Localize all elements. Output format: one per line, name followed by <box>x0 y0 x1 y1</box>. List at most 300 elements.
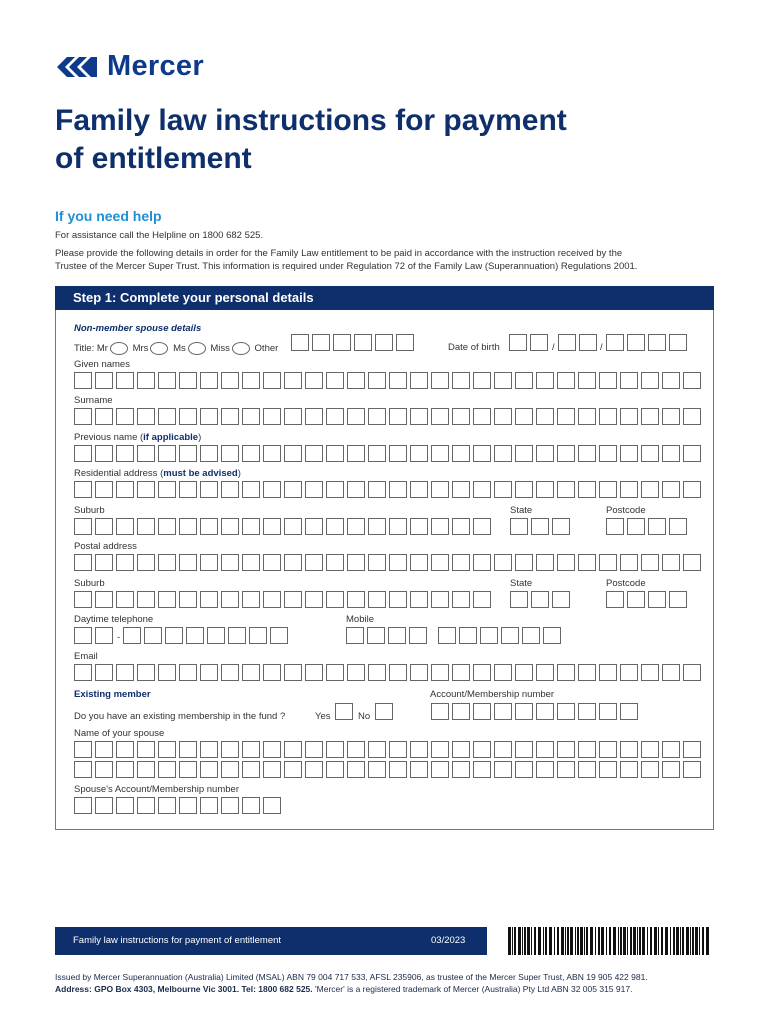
char-cell[interactable] <box>641 372 659 389</box>
char-cell[interactable] <box>95 761 113 778</box>
char-cell[interactable] <box>116 761 134 778</box>
char-cell[interactable] <box>620 703 638 720</box>
char-cell[interactable] <box>116 591 134 608</box>
char-cell[interactable] <box>158 797 176 814</box>
char-cell[interactable] <box>242 408 260 425</box>
char-cell[interactable] <box>531 591 549 608</box>
char-cell[interactable] <box>620 741 638 758</box>
char-cell[interactable] <box>389 481 407 498</box>
char-cell[interactable] <box>648 518 666 535</box>
char-cell[interactable] <box>578 372 596 389</box>
char-cell[interactable] <box>284 408 302 425</box>
char-cell[interactable] <box>158 481 176 498</box>
char-cell[interactable] <box>410 591 428 608</box>
char-cell[interactable] <box>452 481 470 498</box>
char-cell[interactable] <box>158 554 176 571</box>
char-cell[interactable] <box>578 481 596 498</box>
char-cell[interactable] <box>578 761 596 778</box>
yes-checkbox[interactable] <box>335 703 353 720</box>
char-cell[interactable] <box>284 761 302 778</box>
char-cell[interactable] <box>648 591 666 608</box>
char-cell[interactable] <box>95 741 113 758</box>
char-cell[interactable] <box>452 761 470 778</box>
char-cell[interactable] <box>95 518 113 535</box>
char-cell[interactable] <box>221 554 239 571</box>
char-cell[interactable] <box>200 761 218 778</box>
char-cell[interactable] <box>641 664 659 681</box>
char-cell[interactable] <box>606 591 624 608</box>
char-cell[interactable] <box>137 797 155 814</box>
char-cell[interactable] <box>473 554 491 571</box>
daytime-number-input[interactable] <box>123 627 291 644</box>
char-cell[interactable] <box>515 761 533 778</box>
char-cell[interactable] <box>326 408 344 425</box>
char-cell[interactable] <box>200 408 218 425</box>
postal-input[interactable] <box>74 554 704 571</box>
char-cell[interactable] <box>116 518 134 535</box>
char-cell[interactable] <box>242 518 260 535</box>
char-cell[interactable] <box>74 761 92 778</box>
char-cell[interactable] <box>305 761 323 778</box>
char-cell[interactable] <box>536 664 554 681</box>
char-cell[interactable] <box>95 664 113 681</box>
char-cell[interactable] <box>662 445 680 462</box>
char-cell[interactable] <box>431 445 449 462</box>
char-cell[interactable] <box>242 591 260 608</box>
char-cell[interactable] <box>662 761 680 778</box>
char-cell[interactable] <box>368 591 386 608</box>
char-cell[interactable] <box>494 664 512 681</box>
char-cell[interactable] <box>515 481 533 498</box>
char-cell[interactable] <box>683 761 701 778</box>
char-cell[interactable] <box>473 372 491 389</box>
char-cell[interactable] <box>221 445 239 462</box>
char-cell[interactable] <box>305 664 323 681</box>
char-cell[interactable] <box>557 741 575 758</box>
char-cell[interactable] <box>606 518 624 535</box>
char-cell[interactable] <box>431 481 449 498</box>
char-cell[interactable] <box>536 741 554 758</box>
char-cell[interactable] <box>536 703 554 720</box>
char-cell[interactable] <box>452 408 470 425</box>
char-cell[interactable] <box>368 445 386 462</box>
dob-year-input[interactable] <box>606 334 690 351</box>
char-cell[interactable] <box>473 741 491 758</box>
char-cell[interactable] <box>95 445 113 462</box>
char-cell[interactable] <box>578 703 596 720</box>
char-cell[interactable] <box>263 664 281 681</box>
char-cell[interactable] <box>284 481 302 498</box>
char-cell[interactable] <box>74 408 92 425</box>
char-cell[interactable] <box>431 554 449 571</box>
char-cell[interactable] <box>347 761 365 778</box>
char-cell[interactable] <box>531 518 549 535</box>
char-cell[interactable] <box>74 741 92 758</box>
char-cell[interactable] <box>326 761 344 778</box>
char-cell[interactable] <box>347 445 365 462</box>
char-cell[interactable] <box>543 627 561 644</box>
char-cell[interactable] <box>480 627 498 644</box>
char-cell[interactable] <box>599 703 617 720</box>
char-cell[interactable] <box>116 481 134 498</box>
char-cell[interactable] <box>599 664 617 681</box>
char-cell[interactable] <box>368 408 386 425</box>
char-cell[interactable] <box>200 445 218 462</box>
char-cell[interactable] <box>494 741 512 758</box>
char-cell[interactable] <box>494 445 512 462</box>
char-cell[interactable] <box>683 372 701 389</box>
char-cell[interactable] <box>557 445 575 462</box>
char-cell[interactable] <box>410 445 428 462</box>
char-cell[interactable] <box>410 664 428 681</box>
char-cell[interactable] <box>557 554 575 571</box>
surname-input[interactable] <box>74 408 704 425</box>
char-cell[interactable] <box>158 741 176 758</box>
char-cell[interactable] <box>263 481 281 498</box>
char-cell[interactable] <box>305 518 323 535</box>
char-cell[interactable] <box>347 664 365 681</box>
char-cell[interactable] <box>95 372 113 389</box>
char-cell[interactable] <box>95 481 113 498</box>
char-cell[interactable] <box>284 518 302 535</box>
char-cell[interactable] <box>368 481 386 498</box>
char-cell[interactable] <box>473 664 491 681</box>
char-cell[interactable] <box>179 481 197 498</box>
char-cell[interactable] <box>431 372 449 389</box>
title-miss-radio[interactable] <box>232 342 250 355</box>
char-cell[interactable] <box>515 741 533 758</box>
char-cell[interactable] <box>641 481 659 498</box>
char-cell[interactable] <box>536 761 554 778</box>
char-cell[interactable] <box>158 518 176 535</box>
char-cell[interactable] <box>662 408 680 425</box>
char-cell[interactable] <box>95 554 113 571</box>
char-cell[interactable] <box>137 761 155 778</box>
char-cell[interactable] <box>431 703 449 720</box>
char-cell[interactable] <box>284 554 302 571</box>
char-cell[interactable] <box>599 741 617 758</box>
char-cell[interactable] <box>179 664 197 681</box>
char-cell[interactable] <box>557 372 575 389</box>
char-cell[interactable] <box>620 554 638 571</box>
char-cell[interactable] <box>242 481 260 498</box>
mobile-part1-input[interactable] <box>346 627 430 644</box>
char-cell[interactable] <box>270 627 288 644</box>
char-cell[interactable] <box>326 518 344 535</box>
char-cell[interactable] <box>438 627 456 644</box>
char-cell[interactable] <box>326 591 344 608</box>
char-cell[interactable] <box>263 518 281 535</box>
char-cell[interactable] <box>74 372 92 389</box>
char-cell[interactable] <box>221 797 239 814</box>
char-cell[interactable] <box>221 664 239 681</box>
char-cell[interactable] <box>74 554 92 571</box>
char-cell[interactable] <box>116 554 134 571</box>
char-cell[interactable] <box>137 591 155 608</box>
char-cell[interactable] <box>515 445 533 462</box>
char-cell[interactable] <box>473 518 491 535</box>
char-cell[interactable] <box>473 703 491 720</box>
spouse-name-input-1[interactable] <box>74 741 704 758</box>
state-input[interactable] <box>510 518 573 535</box>
title-mr-radio[interactable] <box>110 342 128 355</box>
char-cell[interactable] <box>137 481 155 498</box>
char-cell[interactable] <box>74 481 92 498</box>
char-cell[interactable] <box>305 408 323 425</box>
char-cell[interactable] <box>242 741 260 758</box>
char-cell[interactable] <box>158 761 176 778</box>
char-cell[interactable] <box>536 445 554 462</box>
char-cell[interactable] <box>368 664 386 681</box>
char-cell[interactable] <box>263 761 281 778</box>
char-cell[interactable] <box>368 372 386 389</box>
dob-day-input[interactable] <box>509 334 551 351</box>
char-cell[interactable] <box>431 741 449 758</box>
char-cell[interactable] <box>459 627 477 644</box>
char-cell[interactable] <box>123 627 141 644</box>
char-cell[interactable] <box>263 797 281 814</box>
char-cell[interactable] <box>200 481 218 498</box>
char-cell[interactable] <box>346 627 364 644</box>
char-cell[interactable] <box>305 554 323 571</box>
char-cell[interactable] <box>431 518 449 535</box>
char-cell[interactable] <box>662 372 680 389</box>
char-cell[interactable] <box>431 408 449 425</box>
char-cell[interactable] <box>284 445 302 462</box>
title-mrs-radio[interactable] <box>150 342 168 355</box>
char-cell[interactable] <box>552 591 570 608</box>
char-cell[interactable] <box>200 518 218 535</box>
char-cell[interactable] <box>683 554 701 571</box>
char-cell[interactable] <box>410 481 428 498</box>
mobile-part2-input[interactable] <box>438 627 564 644</box>
char-cell[interactable] <box>221 481 239 498</box>
char-cell[interactable] <box>620 372 638 389</box>
char-cell[interactable] <box>74 445 92 462</box>
char-cell[interactable] <box>74 518 92 535</box>
char-cell[interactable] <box>494 481 512 498</box>
char-cell[interactable] <box>284 664 302 681</box>
char-cell[interactable] <box>452 445 470 462</box>
char-cell[interactable] <box>599 761 617 778</box>
char-cell[interactable] <box>242 664 260 681</box>
char-cell[interactable] <box>242 797 260 814</box>
char-cell[interactable] <box>179 741 197 758</box>
char-cell[interactable] <box>627 518 645 535</box>
char-cell[interactable] <box>326 554 344 571</box>
char-cell[interactable] <box>552 518 570 535</box>
char-cell[interactable] <box>452 664 470 681</box>
char-cell[interactable] <box>179 591 197 608</box>
char-cell[interactable] <box>515 372 533 389</box>
char-cell[interactable] <box>116 664 134 681</box>
char-cell[interactable] <box>662 554 680 571</box>
char-cell[interactable] <box>452 518 470 535</box>
postal-suburb-input[interactable] <box>74 591 494 608</box>
char-cell[interactable] <box>641 741 659 758</box>
char-cell[interactable] <box>662 481 680 498</box>
char-cell[interactable] <box>641 445 659 462</box>
char-cell[interactable] <box>200 591 218 608</box>
char-cell[interactable] <box>221 591 239 608</box>
char-cell[interactable] <box>116 372 134 389</box>
char-cell[interactable] <box>263 445 281 462</box>
char-cell[interactable] <box>536 481 554 498</box>
char-cell[interactable] <box>599 554 617 571</box>
char-cell[interactable] <box>221 408 239 425</box>
spouse-account-input[interactable] <box>74 797 284 814</box>
char-cell[interactable] <box>200 664 218 681</box>
char-cell[interactable] <box>452 554 470 571</box>
char-cell[interactable] <box>431 761 449 778</box>
char-cell[interactable] <box>242 445 260 462</box>
char-cell[interactable] <box>165 627 183 644</box>
char-cell[interactable] <box>389 554 407 571</box>
char-cell[interactable] <box>510 518 528 535</box>
char-cell[interactable] <box>200 741 218 758</box>
char-cell[interactable] <box>326 481 344 498</box>
suburb-input[interactable] <box>74 518 494 535</box>
char-cell[interactable] <box>158 445 176 462</box>
char-cell[interactable] <box>158 664 176 681</box>
previous-name-input[interactable] <box>74 445 704 462</box>
char-cell[interactable] <box>284 741 302 758</box>
char-cell[interactable] <box>494 703 512 720</box>
char-cell[interactable] <box>578 554 596 571</box>
char-cell[interactable] <box>515 554 533 571</box>
char-cell[interactable] <box>179 554 197 571</box>
char-cell[interactable] <box>536 372 554 389</box>
char-cell[interactable] <box>557 664 575 681</box>
char-cell[interactable] <box>557 761 575 778</box>
char-cell[interactable] <box>515 703 533 720</box>
account-number-input[interactable] <box>431 703 641 720</box>
char-cell[interactable] <box>367 627 385 644</box>
char-cell[interactable] <box>137 372 155 389</box>
char-cell[interactable] <box>200 372 218 389</box>
char-cell[interactable] <box>179 445 197 462</box>
char-cell[interactable] <box>683 445 701 462</box>
postcode-input[interactable] <box>606 518 690 535</box>
char-cell[interactable] <box>137 408 155 425</box>
char-cell[interactable] <box>557 703 575 720</box>
char-cell[interactable] <box>452 372 470 389</box>
spouse-name-input-2[interactable] <box>74 761 704 778</box>
char-cell[interactable] <box>137 445 155 462</box>
char-cell[interactable] <box>620 408 638 425</box>
char-cell[interactable] <box>368 741 386 758</box>
char-cell[interactable] <box>242 761 260 778</box>
char-cell[interactable] <box>389 445 407 462</box>
given-names-input[interactable] <box>74 372 704 389</box>
char-cell[interactable] <box>494 372 512 389</box>
char-cell[interactable] <box>305 741 323 758</box>
email-input[interactable] <box>74 664 704 681</box>
char-cell[interactable] <box>95 591 113 608</box>
char-cell[interactable] <box>473 445 491 462</box>
char-cell[interactable] <box>347 554 365 571</box>
char-cell[interactable] <box>410 372 428 389</box>
char-cell[interactable] <box>494 554 512 571</box>
char-cell[interactable] <box>305 481 323 498</box>
char-cell[interactable] <box>74 591 92 608</box>
char-cell[interactable] <box>347 481 365 498</box>
char-cell[interactable] <box>389 664 407 681</box>
title-other-input[interactable] <box>291 334 417 351</box>
char-cell[interactable] <box>347 591 365 608</box>
char-cell[interactable] <box>179 518 197 535</box>
char-cell[interactable] <box>536 554 554 571</box>
char-cell[interactable] <box>431 664 449 681</box>
char-cell[interactable] <box>452 591 470 608</box>
daytime-area-input[interactable] <box>74 627 116 644</box>
char-cell[interactable] <box>599 408 617 425</box>
char-cell[interactable] <box>74 664 92 681</box>
no-checkbox[interactable] <box>375 703 393 720</box>
char-cell[interactable] <box>662 664 680 681</box>
char-cell[interactable] <box>249 627 267 644</box>
char-cell[interactable] <box>578 408 596 425</box>
char-cell[interactable] <box>431 591 449 608</box>
char-cell[interactable] <box>368 554 386 571</box>
char-cell[interactable] <box>494 408 512 425</box>
char-cell[interactable] <box>683 408 701 425</box>
char-cell[interactable] <box>515 408 533 425</box>
char-cell[interactable] <box>116 797 134 814</box>
char-cell[interactable] <box>137 741 155 758</box>
char-cell[interactable] <box>510 591 528 608</box>
char-cell[interactable] <box>207 627 225 644</box>
char-cell[interactable] <box>515 664 533 681</box>
char-cell[interactable] <box>389 518 407 535</box>
char-cell[interactable] <box>144 627 162 644</box>
char-cell[interactable] <box>221 518 239 535</box>
char-cell[interactable] <box>326 445 344 462</box>
char-cell[interactable] <box>221 741 239 758</box>
char-cell[interactable] <box>263 408 281 425</box>
char-cell[interactable] <box>263 554 281 571</box>
char-cell[interactable] <box>410 761 428 778</box>
char-cell[interactable] <box>410 518 428 535</box>
char-cell[interactable] <box>641 761 659 778</box>
char-cell[interactable] <box>221 761 239 778</box>
char-cell[interactable] <box>473 591 491 608</box>
char-cell[interactable] <box>501 627 519 644</box>
char-cell[interactable] <box>347 741 365 758</box>
char-cell[interactable] <box>116 741 134 758</box>
char-cell[interactable] <box>452 703 470 720</box>
char-cell[interactable] <box>158 591 176 608</box>
char-cell[interactable] <box>669 591 687 608</box>
char-cell[interactable] <box>620 761 638 778</box>
char-cell[interactable] <box>186 627 204 644</box>
char-cell[interactable] <box>74 797 92 814</box>
char-cell[interactable] <box>179 372 197 389</box>
char-cell[interactable] <box>179 408 197 425</box>
residential-input[interactable] <box>74 481 704 498</box>
char-cell[interactable] <box>347 408 365 425</box>
char-cell[interactable] <box>305 445 323 462</box>
char-cell[interactable] <box>599 372 617 389</box>
char-cell[interactable] <box>116 408 134 425</box>
char-cell[interactable] <box>620 664 638 681</box>
char-cell[interactable] <box>242 372 260 389</box>
char-cell[interactable] <box>599 445 617 462</box>
char-cell[interactable] <box>179 761 197 778</box>
char-cell[interactable] <box>536 408 554 425</box>
char-cell[interactable] <box>683 481 701 498</box>
dob-month-input[interactable] <box>558 334 600 351</box>
